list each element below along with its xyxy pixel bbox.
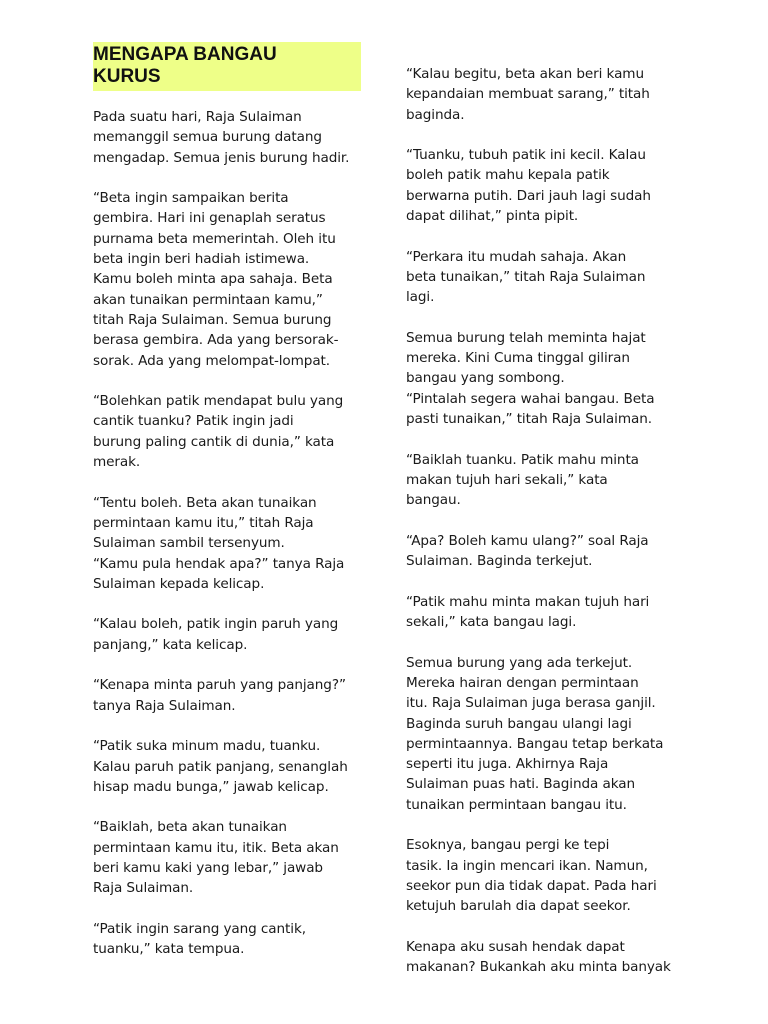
story-paragraph: “Tentu boleh. Beta akan tunaikan permintaan kamu itu,” titah Raja Sulaiman sambil tersenyum. “Kamu pula hendak apa?” tanya Raja Sulaiman kepada kelicap.: [93, 494, 345, 592]
story-paragraph: “Baiklah tuanku. Patik mahu minta makan tujuh hari sekali,” kata bangau.: [406, 451, 639, 509]
story-paragraph: “Kalau boleh, patik ingin paruh yang panjang,” kata kelicap.: [93, 616, 339, 653]
document-title: MENGAPA BANGAU KURUS: [93, 44, 277, 87]
story-paragraph: “Beta ingin sampaikan berita gembira. Hari ini genaplah seratus purnama beta memerintah. Oleh itu beta ingin beri hadiah istimewa. Kamu boleh minta apa sahaja. Beta akan tunaikan permintaan kamu,” titah Raja Sulaiman. Semua burung berasa gembira. Ada yang bersorak- sorak. Ada yang melompat-lompat.: [93, 190, 339, 369]
story-paragraph: “Baiklah, beta akan tunaikan permintaan kamu itu, itik. Beta akan beri kamu kaki yang lebar,” jawab Raja Sulaiman.: [93, 819, 339, 897]
story-paragraph: Pada suatu hari, Raja Sulaiman memanggil semua burung datang mengadap. Semua jenis burung hadir.: [93, 109, 350, 166]
story-paragraph: Kenapa aku susah hendak dapat makanan? Bukankah aku minta banyak: [406, 938, 671, 976]
story-paragraph: “Bolehkan patik mendapat bulu yang cantik tuanku? Patik ingin jadi burung paling cantik di dunia,” kata merak.: [93, 393, 344, 471]
story-paragraph: Semua burung telah meminta hajat mereka. Kini Cuma tinggal giliran bangau yang sombong. “Pintalah segera wahai bangau. Beta pasti tunaikan,” titah Raja Sulaiman.: [406, 329, 655, 428]
left-column: [93, 42, 365, 980]
story-paragraph: Semua burung yang ada terkejut. Mereka hairan dengan permintaan itu. Raja Sulaiman juga berasa ganjil. Baginda suruh bangau ulangi lagi permintaannya. Bangau tetap berkata seperti itu juga. Akhirnya Raja Sulaiman puas hati. Baginda akan tunaikan permintaan bangau itu.: [406, 654, 664, 813]
story-paragraph: “Patik ingin sarang yang cantik, tuanku,” kata tempua.: [93, 920, 306, 958]
right-column: [406, 42, 688, 998]
title-highlight: [93, 42, 361, 91]
story-paragraph: “Perkara itu mudah sahaja. Akan beta tunaikan,” titah Raja Sulaiman lagi.: [406, 248, 646, 306]
story-paragraph: “Kalau begitu, beta akan beri kamu kepandaian membuat sarang,” titah baginda.: [406, 66, 650, 123]
story-paragraph: “Patik mahu minta makan tujuh hari sekali,” kata bangau lagi.: [406, 593, 650, 631]
story-paragraph: “Kenapa minta paruh yang panjang?” tanya Raja Sulaiman.: [93, 677, 346, 714]
story-paragraph: Esoknya, bangau pergi ke tepi tasik. Ia ingin mencari ikan. Namun, seekor pun dia tidak dapat. Pada hari ketujuh barulah dia dapat seekor.: [406, 837, 657, 915]
story-paragraph: “Apa? Boleh kamu ulang?” soal Raja Sulaiman. Baginda terkejut.: [406, 532, 649, 570]
story-paragraph: “Patik suka minum madu, tuanku. Kalau paruh patik panjang, senanglah hisap madu bunga,” jawab kelicap.: [93, 738, 348, 795]
story-paragraph: “Tuanku, tubuh patik ini kecil. Kalau boleh patik mahu kepala patik berwarna putih. Dari jauh lagi sudah dapat dilihat,” pinta pipit.: [406, 147, 651, 225]
